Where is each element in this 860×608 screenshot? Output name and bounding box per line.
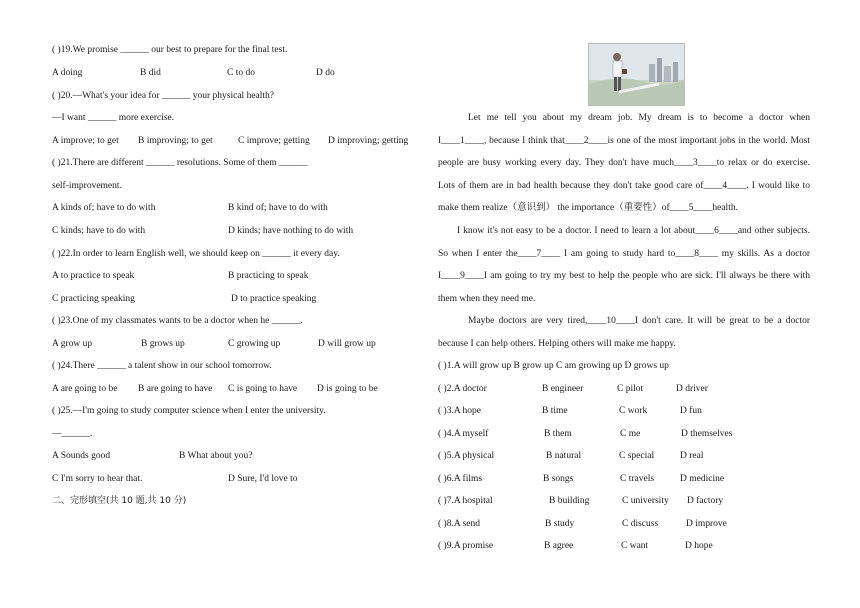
cloze-q5-b: B natural xyxy=(546,451,582,461)
q21-option-d: D kinds; have nothing to do with xyxy=(228,226,354,236)
passage-p2-line-3: I____9____I am going to try my best to help the people who are sick. I'll always be there with xyxy=(438,271,810,281)
cloze-q3-b: B time xyxy=(542,406,568,416)
cloze-q5-a: ( )5.A physical xyxy=(438,451,495,461)
cloze-q8-d: D improve xyxy=(686,519,727,529)
q24-option-d: D is going to be xyxy=(317,384,378,394)
passage-p1-line-3: people are busy working every day. They don't have much____3____to relax or do exercise. xyxy=(438,158,810,168)
question-25-response: —______. xyxy=(52,429,93,439)
question-24: ( )24.There ______ a talent show in our school tomorrow. xyxy=(52,361,272,371)
cloze-q8-c: C discuss xyxy=(622,519,659,529)
q19-option-b: B did xyxy=(140,68,161,78)
q20-option-b: B improving; to get xyxy=(138,136,213,146)
passage-p2-line-2: So when I enter the____7____ I am going to study hard to____8____ my skills. As a doctor xyxy=(438,249,810,259)
q22-option-d: D to practice speaking xyxy=(231,294,317,304)
q21-option-a: A kinds of; have to do with xyxy=(52,203,156,213)
question-20: ( )20.—What's your idea for ______ your physical health? xyxy=(52,91,274,101)
cloze-q2-b: B engineer xyxy=(542,384,584,394)
cloze-q4-d: D themselves xyxy=(681,429,733,439)
cloze-q6-a: ( )6.A films xyxy=(438,474,483,484)
q19-option-a: A doing xyxy=(52,68,83,78)
cloze-q2-d: D driver xyxy=(676,384,708,394)
cloze-q3-a: ( )3.A hope xyxy=(438,406,482,416)
passage-p3-line-1: Maybe doctors are very tired,____10____I don't care. It will be great to be a doctor xyxy=(468,316,810,326)
question-23: ( )23.One of my classmates wants to be a doctor when he ______. xyxy=(52,316,303,326)
q20-option-c: C improve; getting xyxy=(238,136,310,146)
cloze-q9-a: ( )9.A promise xyxy=(438,541,494,551)
cloze-q4-c: C me xyxy=(620,429,641,439)
q20-option-d: D improving; getting xyxy=(328,136,409,146)
cloze-q5-c: C special xyxy=(619,451,655,461)
cloze-q9-c: C want xyxy=(621,541,649,551)
cloze-q3-d: D fun xyxy=(680,406,702,416)
q24-option-b: B are going to have xyxy=(138,384,213,394)
cloze-q7-b: B building xyxy=(549,496,590,506)
cloze-q7-a: ( )7.A hospital xyxy=(438,496,493,506)
cloze-q2-c: C pilot xyxy=(617,384,644,394)
cloze-q5-d: D real xyxy=(680,451,704,461)
passage-p1-line-1: Let me tell you about my dream job. My dream is to become a doctor when xyxy=(468,113,810,123)
passage-p2-line-1: I know it's not easy to be a doctor. I need to learn a lot about____6____and other subjects. xyxy=(457,226,810,236)
q25-option-d: D Sure, I'd love to xyxy=(228,474,298,484)
q25-option-a: A Sounds good xyxy=(52,451,111,461)
question-25: ( )25.—I'm going to study computer science when I enter the university. xyxy=(52,406,326,416)
passage-p1-line-2: I____1____, because I think that____2____is one of the most important jobs in the world. Most xyxy=(438,136,810,146)
passage-p1-line-5: make them realize（意识到） the importance（重要性）of____5____health. xyxy=(438,203,738,213)
q21-option-b: B kind of; have to do with xyxy=(228,203,328,213)
cloze-q7-d: D factory xyxy=(687,496,724,506)
q19-option-c: C to do xyxy=(227,68,255,78)
passage-p2-line-4: them when they need me. xyxy=(438,294,536,304)
q23-option-d: D will grow up xyxy=(318,339,376,349)
q25-option-c: C I'm sorry to hear that. xyxy=(52,474,143,484)
cloze-q8-b: B study xyxy=(545,519,575,529)
cloze-q9-d: D hope xyxy=(685,541,713,551)
question-21-cont: self-improvement. xyxy=(52,181,122,191)
q21-option-c: C kinds; have to do with xyxy=(52,226,146,236)
q22-option-a: A to practice to speak xyxy=(52,271,135,281)
q25-option-b: B What about you? xyxy=(179,451,253,461)
cloze-q1: ( )1.A will grow up B grow up C am growing up D grows up xyxy=(438,361,669,371)
cloze-q7-c: C university xyxy=(622,496,669,506)
q22-option-c: C practicing speaking xyxy=(52,294,135,304)
q23-option-a: A grow up xyxy=(52,339,93,349)
passage-p3-line-2: because I can help others. Helping others will make me happy. xyxy=(438,339,676,349)
section-heading-cloze: 二、完形填空(共 10 题,共 10 分) xyxy=(52,496,187,506)
q20-option-a: A improve; to get xyxy=(52,136,119,146)
q24-option-a: A are going to be xyxy=(52,384,118,394)
cloze-q9-b: B agree xyxy=(544,541,574,551)
cloze-q2-a: ( )2.A doctor xyxy=(438,384,487,394)
question-19: ( )19.We promise ______ our best to prepare for the final test. xyxy=(52,45,288,55)
cloze-q4-a: ( )4.A myself xyxy=(438,429,489,439)
passage-p1-line-4: Lots of them are in bad health because they don't take good care of____4____. I would like to xyxy=(438,181,810,191)
q23-option-b: B grows up xyxy=(141,339,185,349)
cloze-q6-d: D medicine xyxy=(680,474,725,484)
question-22: ( )22.In order to learn English well, we should keep on ______ it every day. xyxy=(52,249,340,259)
cloze-q6-b: B songs xyxy=(543,474,574,484)
cloze-q3-c: C work xyxy=(619,406,648,416)
q22-option-b: B practicing to speak xyxy=(228,271,309,281)
cloze-q4-b: B them xyxy=(544,429,572,439)
cloze-q6-c: C travels xyxy=(620,474,655,484)
question-20-response: —I want ______ more exercise. xyxy=(52,113,175,123)
q23-option-c: C growing up xyxy=(228,339,281,349)
doctor-illustration xyxy=(588,43,685,106)
cloze-q8-a: ( )8.A send xyxy=(438,519,480,529)
q19-option-d: D do xyxy=(316,68,335,78)
q24-option-c: C is going to have xyxy=(228,384,298,394)
question-21: ( )21.There are different ______ resolutions. Some of them ______ xyxy=(52,158,308,168)
